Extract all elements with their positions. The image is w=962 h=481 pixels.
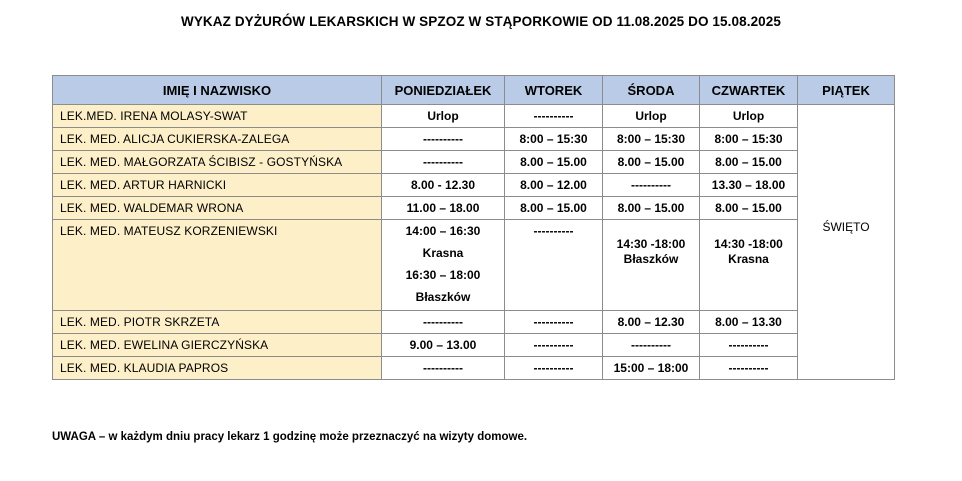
page-title: WYKAZ DYŻURÓW LEKARSKICH W SPZOZ W STĄPORKOWIE OD 11.08.2025 DO 15.08.2025 [180,14,781,29]
tuesday-cell: 8.00 – 12.00 [505,174,603,197]
tuesday-cell: 8.00 – 15.00 [505,197,603,220]
thursday-cell: ---------- [700,334,798,357]
wednesday-cell: 8.00 – 15.00 [603,197,700,220]
tuesday-cell: 8.00 – 15.00 [505,151,603,174]
tuesday-cell: ---------- [505,311,603,334]
shift-location: Błaszków [415,290,471,304]
tuesday-cell: ---------- [505,105,603,128]
thursday-cell: 13.30 – 18.00 [700,174,798,197]
monday-cell [382,220,505,311]
header-thursday: CZWARTEK [700,76,798,105]
doctor-name: LEK.MED. IRENA MOLASY-SWAT [53,105,382,128]
table-row [53,220,895,311]
table-row [53,174,895,197]
table-row [53,334,895,357]
doctor-name: LEK. MED. KLAUDIA PAPROS [53,357,382,380]
doctor-name: LEK. MED. EWELINA GIERCZYŃSKA [53,334,382,357]
thursday-cell: 8.00 – 13.30 [700,311,798,334]
monday-cell: 9.00 – 13.00 [382,334,505,357]
shift-time: 16:30 – 18:00 [405,268,481,282]
table-row [53,357,895,380]
doctor-name: LEK. MED. MATEUSZ KORZENIEWSKI [53,220,382,311]
header-wednesday: ŚRODA [603,76,700,105]
thursday-cell: ---------- [700,357,798,380]
thursday-cell: 8.00 – 15.00 [700,197,798,220]
doctor-name: LEK. MED. ARTUR HARNICKI [53,174,382,197]
doctor-name: LEK. MED. PIOTR SKRZETA [53,311,382,334]
wednesday-cell: 8.00 – 12.30 [603,311,700,334]
wednesday-cell: ---------- [603,174,700,197]
shift-location: Błaszków [623,252,679,266]
monday-cell: ---------- [382,357,505,380]
table-row [53,311,895,334]
header-name: IMIĘ I NAZWISKO [53,76,382,105]
wednesday-cell: 15:00 – 18:00 [603,357,700,380]
header-tuesday: WTOREK [505,76,603,105]
thursday-cell [700,220,798,311]
shift-time: 14:30 -18:00 [616,237,686,251]
table-header-row [53,76,895,105]
note-text: UWAGA – w każdym dniu pracy lekarz 1 godzinę może przeznaczyć na wizyty domowe. [52,431,528,443]
tuesday-cell: ---------- [505,334,603,357]
monday-cell: ---------- [382,311,505,334]
friday-holiday-cell [798,105,895,380]
thursday-cell: 8:00 – 15:30 [700,128,798,151]
thursday-cell: Urlop [700,105,798,128]
tuesday-cell: 8:00 – 15:30 [505,128,603,151]
monday-cell: 11.00 – 18.00 [382,197,505,220]
wednesday-cell [603,220,700,311]
tuesday-cell: ---------- [505,357,603,380]
duty-schedule-table [52,75,895,380]
thursday-cell: 8.00 – 15.00 [700,151,798,174]
monday-cell: ---------- [382,151,505,174]
table-row [53,151,895,174]
table-row [53,128,895,151]
doctor-name: LEK. MED. WALDEMAR WRONA [53,197,382,220]
doctor-name: LEK. MED. ALICJA CUKIERSKA-ZALEGA [53,128,382,151]
monday-cell: ---------- [382,128,505,151]
header-friday: PIĄTEK [798,76,895,105]
shift-location: Krasna [422,246,464,260]
header-monday: PONIEDZIAŁEK [382,76,505,105]
table-row [53,197,895,220]
monday-cell: Urlop [382,105,505,128]
friday-holiday-label: ŚWIĘTO [822,220,870,234]
doctor-name: LEK. MED. MAŁGORZATA ŚCIBISZ - GOSTYŃSKA [53,151,382,174]
tuesday-cell: ---------- [505,220,603,311]
monday-cell: 8.00 - 12.30 [382,174,505,197]
wednesday-cell: ---------- [603,334,700,357]
table-row [53,105,895,128]
wednesday-cell: 8.00 – 15.00 [603,151,700,174]
wednesday-cell: Urlop [603,105,700,128]
shift-location: Krasna [728,252,769,266]
wednesday-cell: 8:00 – 15:30 [603,128,700,151]
shift-time: 14:30 -18:00 [714,237,783,251]
shift-time: 14:00 – 16:30 [405,224,481,238]
